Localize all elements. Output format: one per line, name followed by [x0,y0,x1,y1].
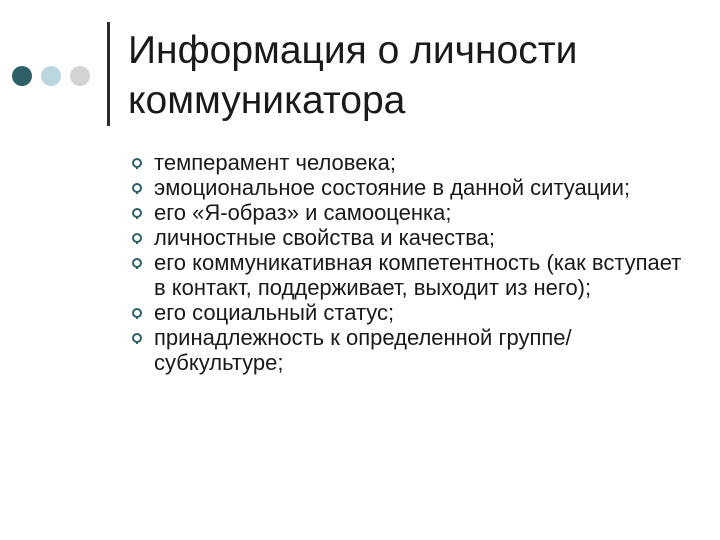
ring-bullet-icon [132,233,142,243]
slide-title [128,26,688,126]
list-item [132,200,692,225]
list-item [132,175,692,200]
title-divider [107,22,110,126]
list-item-text: его социальный статус; [154,300,395,325]
list-item-text: темперамент человека; [154,150,396,175]
decorative-dots [12,66,90,86]
list-item-text: его коммуникативная компетентность (как вступает в контакт, поддерживает, выходит из него); [154,250,682,300]
ring-bullet-icon [132,308,142,318]
list-item [132,300,692,325]
list-item [132,250,692,300]
slide-title-line2: коммуникатора [128,79,406,122]
dot-dark-icon [12,66,32,86]
dot-gray-icon [70,66,90,86]
list-item-text: эмоциональное состояние в данной ситуации; [154,175,631,200]
slide-title-line1: Информация о личности [128,29,578,72]
ring-bullet-icon [132,183,142,193]
list-item-text: его «Я-образ» и самооценка; [154,200,452,225]
list-item-text: принадлежность к определенной группе/субкультуре; [154,325,572,375]
list-item-text: личностные свойства и качества; [154,225,496,250]
ring-bullet-icon [132,158,142,168]
bullet-list [132,150,692,375]
list-item [132,225,692,250]
ring-bullet-icon [132,208,142,218]
ring-bullet-icon [132,333,142,343]
ring-bullet-icon [132,258,142,268]
list-item [132,150,692,175]
dot-light-icon [41,66,61,86]
list-item [132,325,692,375]
